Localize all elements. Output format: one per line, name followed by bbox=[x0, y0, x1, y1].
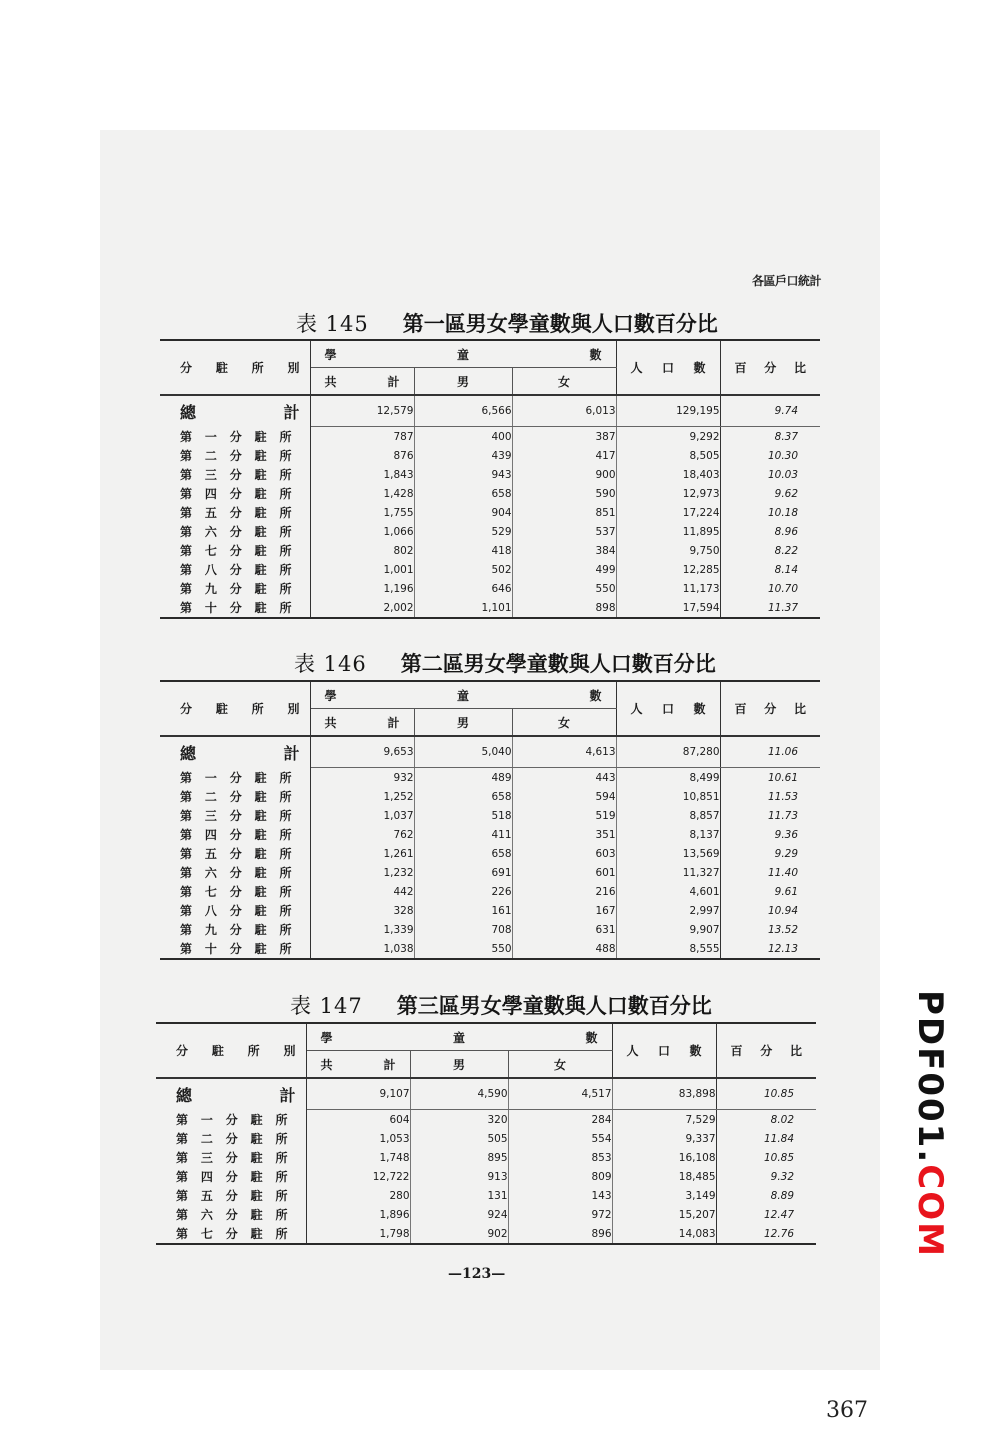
table-cell: 8,505 bbox=[616, 446, 720, 465]
row-label: 第 六 分 駐 所 bbox=[160, 863, 310, 882]
table-cell: 851 bbox=[512, 503, 616, 522]
table-cell: 16,108 bbox=[612, 1148, 716, 1167]
watermark-main: PDF001. bbox=[910, 990, 950, 1165]
total-cell: 9,653 bbox=[310, 736, 414, 768]
table-row bbox=[160, 522, 820, 541]
row-label: 第 三 分 駐 所 bbox=[160, 465, 310, 484]
table-cell: 400 bbox=[414, 427, 512, 447]
row-label: 第 八 分 駐 所 bbox=[160, 901, 310, 920]
table-cell: 11.37 bbox=[767, 601, 799, 614]
table-cell: 853 bbox=[508, 1148, 612, 1167]
table-146 bbox=[160, 680, 820, 960]
col-header-total: 共 計 bbox=[310, 709, 414, 737]
table-row bbox=[156, 1167, 816, 1186]
table-cell: 1,066 bbox=[310, 522, 414, 541]
bottom-page-number: 367 bbox=[826, 1398, 868, 1423]
data-table bbox=[156, 1022, 816, 1245]
row-label: 第 五 分 駐 所 bbox=[156, 1186, 306, 1205]
table-cell: 904 bbox=[414, 503, 512, 522]
total-cell: 6,013 bbox=[512, 395, 616, 427]
data-table bbox=[160, 680, 820, 960]
table-cell: 8.37 bbox=[774, 430, 799, 443]
table-row bbox=[160, 446, 820, 465]
table-cell: 11,327 bbox=[616, 863, 720, 882]
table-cell: 226 bbox=[414, 882, 512, 901]
table-cell: 11,895 bbox=[616, 522, 720, 541]
table-row bbox=[156, 1110, 816, 1130]
table-cell: 12,722 bbox=[306, 1167, 410, 1186]
total-row bbox=[160, 736, 820, 768]
table-title-text: 第一區男女學童數與人口數百分比 bbox=[402, 311, 718, 336]
table-cell: 284 bbox=[508, 1110, 612, 1130]
table-cell: 924 bbox=[410, 1205, 508, 1224]
table-cell: 8.02 bbox=[770, 1113, 795, 1126]
table-number: 表 145 bbox=[296, 312, 369, 336]
table-cell: 384 bbox=[512, 541, 616, 560]
col-header-station: 分 駐 所 別 bbox=[160, 681, 310, 736]
row-label: 第 五 分 駐 所 bbox=[160, 844, 310, 863]
table-cell: 9,907 bbox=[616, 920, 720, 939]
table-cell: 1,196 bbox=[310, 579, 414, 598]
table-row bbox=[160, 598, 820, 618]
total-cell: 9,107 bbox=[306, 1078, 410, 1110]
table-145 bbox=[160, 339, 820, 619]
table-cell: 8.89 bbox=[770, 1189, 795, 1202]
table-cell: 1,843 bbox=[310, 465, 414, 484]
total-cell: 10.85 bbox=[716, 1078, 816, 1110]
total-label: 總 計 bbox=[160, 395, 310, 427]
total-cell: 6,566 bbox=[414, 395, 512, 427]
table-cell: 8.14 bbox=[774, 563, 799, 576]
total-cell: 87,280 bbox=[616, 736, 720, 768]
table-cell: 1,748 bbox=[306, 1148, 410, 1167]
row-label: 第 九 分 駐 所 bbox=[160, 579, 310, 598]
table-cell: 9,750 bbox=[616, 541, 720, 560]
table-title-text: 第二區男女學童數與人口數百分比 bbox=[400, 651, 716, 676]
table-cell: 505 bbox=[410, 1129, 508, 1148]
table-cell: 876 bbox=[310, 446, 414, 465]
col-header-male: 男 bbox=[410, 1051, 508, 1079]
table-row bbox=[160, 579, 820, 598]
table-number: 表 147 bbox=[290, 994, 363, 1018]
table-row bbox=[156, 1186, 816, 1205]
total-cell: 83,898 bbox=[612, 1078, 716, 1110]
table-cell: 787 bbox=[310, 427, 414, 447]
total-cell: 9.74 bbox=[720, 395, 820, 427]
table-145-title bbox=[296, 308, 718, 338]
table-cell: 932 bbox=[310, 768, 414, 788]
table-cell: 631 bbox=[512, 920, 616, 939]
table-cell: 280 bbox=[306, 1186, 410, 1205]
total-cell: 129,195 bbox=[616, 395, 720, 427]
table-cell: 802 bbox=[310, 541, 414, 560]
table-cell: 12.76 bbox=[763, 1227, 795, 1240]
table-number: 表 146 bbox=[294, 652, 367, 676]
table-cell: 550 bbox=[512, 579, 616, 598]
table-cell: 943 bbox=[414, 465, 512, 484]
table-cell: 11,173 bbox=[616, 579, 720, 598]
table-cell: 216 bbox=[512, 882, 616, 901]
table-cell: 972 bbox=[508, 1205, 612, 1224]
row-label: 第 二 分 駐 所 bbox=[156, 1129, 306, 1148]
table-cell: 13,569 bbox=[616, 844, 720, 863]
table-cell: 691 bbox=[414, 863, 512, 882]
table-cell: 1,038 bbox=[310, 939, 414, 959]
table-cell: 9.36 bbox=[774, 828, 799, 841]
row-label: 第 一 分 駐 所 bbox=[160, 427, 310, 447]
table-cell: 1,001 bbox=[310, 560, 414, 579]
col-header-percent: 百 分 比 bbox=[730, 1044, 803, 1058]
col-header-male: 男 bbox=[414, 368, 512, 396]
table-row bbox=[160, 882, 820, 901]
table-cell: 11.40 bbox=[767, 866, 799, 879]
table-cell: 2,997 bbox=[616, 901, 720, 920]
table-cell: 14,083 bbox=[612, 1224, 716, 1244]
row-label: 第 一 分 駐 所 bbox=[160, 768, 310, 788]
table-cell: 499 bbox=[512, 560, 616, 579]
table-cell: 489 bbox=[414, 768, 512, 788]
table-cell: 913 bbox=[410, 1167, 508, 1186]
table-cell: 411 bbox=[414, 825, 512, 844]
total-cell: 5,040 bbox=[414, 736, 512, 768]
table-cell: 658 bbox=[414, 787, 512, 806]
table-cell: 320 bbox=[410, 1110, 508, 1130]
table-cell: 442 bbox=[310, 882, 414, 901]
col-header-population: 人 口 數 bbox=[616, 681, 720, 736]
row-label: 第 九 分 駐 所 bbox=[160, 920, 310, 939]
table-cell: 18,403 bbox=[616, 465, 720, 484]
watermark-accent: COM bbox=[910, 1164, 950, 1258]
table-cell: 1,037 bbox=[310, 806, 414, 825]
table-cell: 1,101 bbox=[414, 598, 512, 618]
table-cell: 328 bbox=[310, 901, 414, 920]
col-header-population: 人 口 數 bbox=[612, 1023, 716, 1078]
row-label: 第 一 分 駐 所 bbox=[156, 1110, 306, 1130]
row-label: 第 四 分 駐 所 bbox=[160, 825, 310, 844]
row-label: 第 七 分 駐 所 bbox=[160, 882, 310, 901]
col-header-group: 學 童 數 bbox=[306, 1023, 612, 1051]
table-cell: 9.61 bbox=[774, 885, 799, 898]
row-label: 第 四 分 駐 所 bbox=[160, 484, 310, 503]
table-cell: 9,337 bbox=[612, 1129, 716, 1148]
table-cell: 658 bbox=[414, 844, 512, 863]
table-row bbox=[156, 1129, 816, 1148]
table-cell: 131 bbox=[410, 1186, 508, 1205]
total-cell: 4,590 bbox=[410, 1078, 508, 1110]
col-header-female: 女 bbox=[512, 709, 616, 737]
table-cell: 1,232 bbox=[310, 863, 414, 882]
table-cell: 167 bbox=[512, 901, 616, 920]
table-row bbox=[160, 920, 820, 939]
table-cell: 502 bbox=[414, 560, 512, 579]
table-cell: 537 bbox=[512, 522, 616, 541]
table-cell: 12.47 bbox=[763, 1208, 795, 1221]
table-row bbox=[160, 901, 820, 920]
table-cell: 10.03 bbox=[767, 468, 799, 481]
total-label: 總 計 bbox=[156, 1078, 306, 1110]
row-label: 第 八 分 駐 所 bbox=[160, 560, 310, 579]
table-cell: 10.18 bbox=[767, 506, 799, 519]
table-row bbox=[160, 806, 820, 825]
table-cell: 590 bbox=[512, 484, 616, 503]
table-cell: 12,973 bbox=[616, 484, 720, 503]
table-row bbox=[160, 541, 820, 560]
table-row bbox=[160, 503, 820, 522]
table-cell: 418 bbox=[414, 541, 512, 560]
table-cell: 898 bbox=[512, 598, 616, 618]
table-cell: 17,224 bbox=[616, 503, 720, 522]
table-cell: 895 bbox=[410, 1148, 508, 1167]
row-label: 第 四 分 駐 所 bbox=[156, 1167, 306, 1186]
table-cell: 10.85 bbox=[763, 1151, 795, 1164]
table-cell: 161 bbox=[414, 901, 512, 920]
col-header-total: 共 計 bbox=[306, 1051, 410, 1079]
row-label: 第 二 分 駐 所 bbox=[160, 787, 310, 806]
table-cell: 518 bbox=[414, 806, 512, 825]
table-row bbox=[156, 1148, 816, 1167]
col-header-total: 共 計 bbox=[310, 368, 414, 396]
col-header-group: 學 童 數 bbox=[310, 681, 616, 709]
table-cell: 594 bbox=[512, 787, 616, 806]
table-row bbox=[160, 825, 820, 844]
table-cell: 17,594 bbox=[616, 598, 720, 618]
table-cell: 900 bbox=[512, 465, 616, 484]
table-cell: 2,002 bbox=[310, 598, 414, 618]
table-cell: 13.52 bbox=[767, 923, 799, 936]
table-cell: 1,755 bbox=[310, 503, 414, 522]
col-header-percent: 百 分 比 bbox=[734, 702, 807, 716]
table-row bbox=[160, 844, 820, 863]
table-row bbox=[156, 1205, 816, 1224]
row-label: 第 十 分 駐 所 bbox=[160, 939, 310, 959]
table-row bbox=[160, 768, 820, 788]
table-row bbox=[160, 787, 820, 806]
table-row bbox=[160, 939, 820, 959]
table-cell: 12,285 bbox=[616, 560, 720, 579]
total-cell: 4,517 bbox=[508, 1078, 612, 1110]
col-header-station: 分 駐 所 別 bbox=[160, 340, 310, 395]
table-cell: 1,053 bbox=[306, 1129, 410, 1148]
table-cell: 1,428 bbox=[310, 484, 414, 503]
table-title-text: 第三區男女學童數與人口數百分比 bbox=[396, 993, 712, 1018]
table-cell: 7,529 bbox=[612, 1110, 716, 1130]
table-cell: 658 bbox=[414, 484, 512, 503]
table-cell: 143 bbox=[508, 1186, 612, 1205]
table-row bbox=[160, 484, 820, 503]
table-row bbox=[160, 560, 820, 579]
table-cell: 351 bbox=[512, 825, 616, 844]
table-row bbox=[160, 427, 820, 447]
table-cell: 809 bbox=[508, 1167, 612, 1186]
table-cell: 417 bbox=[512, 446, 616, 465]
watermark bbox=[906, 990, 950, 1258]
table-row bbox=[160, 465, 820, 484]
table-146-title bbox=[294, 648, 716, 678]
table-cell: 10.61 bbox=[767, 771, 799, 784]
col-header-station: 分 駐 所 別 bbox=[156, 1023, 306, 1078]
table-cell: 896 bbox=[508, 1224, 612, 1244]
table-cell: 387 bbox=[512, 427, 616, 447]
table-147-title bbox=[290, 990, 712, 1020]
table-cell: 10.70 bbox=[767, 582, 799, 595]
table-cell: 519 bbox=[512, 806, 616, 825]
table-cell: 529 bbox=[414, 522, 512, 541]
row-label: 第 二 分 駐 所 bbox=[160, 446, 310, 465]
table-cell: 646 bbox=[414, 579, 512, 598]
total-cell: 12,579 bbox=[310, 395, 414, 427]
table-147 bbox=[156, 1022, 816, 1245]
table-cell: 902 bbox=[410, 1224, 508, 1244]
table-cell: 9.29 bbox=[774, 847, 799, 860]
col-header-percent: 百 分 比 bbox=[734, 361, 807, 375]
col-header-population: 人 口 數 bbox=[616, 340, 720, 395]
running-header: 各區戶口統計 bbox=[752, 274, 822, 288]
col-header-male: 男 bbox=[414, 709, 512, 737]
row-label: 第 五 分 駐 所 bbox=[160, 503, 310, 522]
row-label: 第 六 分 駐 所 bbox=[156, 1205, 306, 1224]
table-cell: 10,851 bbox=[616, 787, 720, 806]
table-cell: 443 bbox=[512, 768, 616, 788]
row-label: 第 十 分 駐 所 bbox=[160, 598, 310, 618]
table-cell: 3,149 bbox=[612, 1186, 716, 1205]
row-label: 第 六 分 駐 所 bbox=[160, 522, 310, 541]
table-cell: 18,485 bbox=[612, 1167, 716, 1186]
table-cell: 439 bbox=[414, 446, 512, 465]
data-table bbox=[160, 339, 820, 619]
table-row bbox=[156, 1224, 816, 1244]
col-header-group: 學 童 數 bbox=[310, 340, 616, 368]
total-row bbox=[160, 395, 820, 427]
table-cell: 8,137 bbox=[616, 825, 720, 844]
table-cell: 11.73 bbox=[767, 809, 799, 822]
table-cell: 1,261 bbox=[310, 844, 414, 863]
row-label: 第 三 分 駐 所 bbox=[160, 806, 310, 825]
total-label: 總 計 bbox=[160, 736, 310, 768]
col-header-female: 女 bbox=[508, 1051, 612, 1079]
table-cell: 708 bbox=[414, 920, 512, 939]
table-cell: 4,601 bbox=[616, 882, 720, 901]
table-cell: 1,896 bbox=[306, 1205, 410, 1224]
table-cell: 603 bbox=[512, 844, 616, 863]
table-row bbox=[160, 863, 820, 882]
col-header-female: 女 bbox=[512, 368, 616, 396]
table-cell: 8,857 bbox=[616, 806, 720, 825]
table-cell: 1,252 bbox=[310, 787, 414, 806]
table-cell: 9.32 bbox=[770, 1170, 795, 1183]
table-cell: 1,798 bbox=[306, 1224, 410, 1244]
table-cell: 554 bbox=[508, 1129, 612, 1148]
table-cell: 488 bbox=[512, 939, 616, 959]
table-cell: 15,207 bbox=[612, 1205, 716, 1224]
table-cell: 10.94 bbox=[767, 904, 799, 917]
table-cell: 9.62 bbox=[774, 487, 799, 500]
table-cell: 550 bbox=[414, 939, 512, 959]
table-cell: 12.13 bbox=[767, 942, 799, 955]
row-label: 第 三 分 駐 所 bbox=[156, 1148, 306, 1167]
table-cell: 10.30 bbox=[767, 449, 799, 462]
page-number: —123— bbox=[448, 1266, 506, 1282]
table-cell: 601 bbox=[512, 863, 616, 882]
total-row bbox=[156, 1078, 816, 1110]
table-cell: 8,499 bbox=[616, 768, 720, 788]
table-cell: 1,339 bbox=[310, 920, 414, 939]
table-cell: 8.22 bbox=[774, 544, 799, 557]
table-cell: 11.84 bbox=[763, 1132, 795, 1145]
row-label: 第 七 分 駐 所 bbox=[156, 1224, 306, 1244]
table-cell: 604 bbox=[306, 1110, 410, 1130]
total-cell: 11.06 bbox=[720, 736, 820, 768]
total-cell: 4,613 bbox=[512, 736, 616, 768]
row-label: 第 七 分 駐 所 bbox=[160, 541, 310, 560]
table-cell: 8.96 bbox=[774, 525, 799, 538]
table-cell: 762 bbox=[310, 825, 414, 844]
table-cell: 9,292 bbox=[616, 427, 720, 447]
table-cell: 11.53 bbox=[767, 790, 799, 803]
table-cell: 8,555 bbox=[616, 939, 720, 959]
